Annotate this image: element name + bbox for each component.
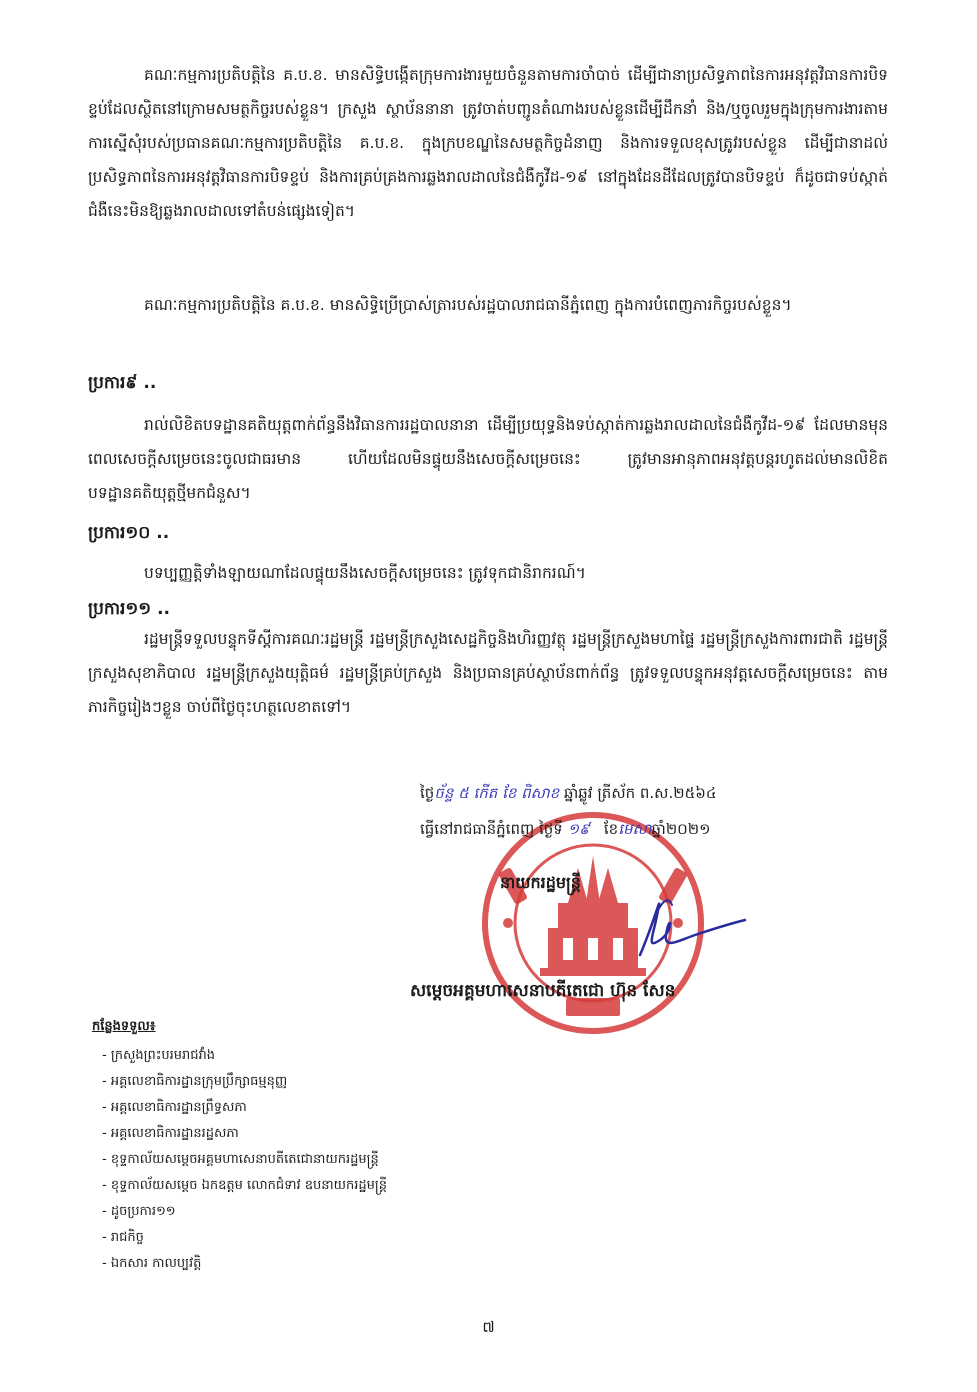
list-item: - រាជកិច្ច <box>102 1225 387 1251</box>
lunar-date-handwritten: ច័ន្ទ ៥ កើត ខែ ពិសាខ <box>434 784 560 802</box>
page-number: ៧ <box>482 1318 495 1336</box>
article-11-heading: ប្រការ១១ .. <box>88 599 171 619</box>
signatory-name: សម្តេចអគ្គមហាសេនាបតីតេជោ ហ៊ុន សែន <box>410 981 676 1001</box>
list-item: - អគ្គលេខាធិការដ្ឋានរដ្ឋសភា <box>102 1121 387 1147</box>
lunar-date-prefix: ថ្ងៃ <box>420 784 435 802</box>
recipients-title: កន្លែងទទួល៖ <box>92 1019 156 1034</box>
article-10-text: បទប្បញ្ញត្តិទាំងឡាយណាដែលផ្ទុយនឹងសេចក្តីសម្រេចនេះ ត្រូវទុកជានិរាករណ៍។ <box>144 564 586 582</box>
list-item: - ខុទ្ទកាល័យសម្តេច ឯកឧត្តម លោកជំទាវ ឧបនាយករដ្ឋមន្ត្រី <box>102 1173 387 1199</box>
recipients-section <box>92 1018 387 1277</box>
paragraph-executive-committee-powers: គណៈកម្មការប្រតិបត្តិនៃ គ.ប.ខ. មានសិទ្ធិបង្កើតក្រុមការងារមួយចំនួនតាមការចាំបាច់ ដើម្បីជានាប្រសិទ្ធភាពនៃការអនុវត្តវិធានការបិទខ្ទប់ដែលស្ថិតនៅក្រោមសមត្ថកិច្ចរបស់ខ្លួន។ ក្រសួង ស្ថាប័ននានា ត្រូវចាត់បញ្ជូនតំណាងរបស់ខ្លួនដើម្បីដឹកនាំ និង/ឬចូលរួមក្នុងក្រុមការងារតាមការស្នើសុំរបស់ប្រធានគណៈកម្មការប្រតិបត្តិនៃ គ.ប.ខ. ក្នុងក្របខណ្ឌនៃសមត្ថកិច្ចដំនាញ និងការទទួលខុសត្រូវរបស់ខ្លួន ដើម្បីជានាដល់ប្រសិទ្ធភាពនៃការអនុវត្តវិធានការបិទខ្ទប់ និងការគ្រប់គ្រងការឆ្លងរាលដាលនៃជំងឺកូវីដ-១៩ នៅក្នុងដែនដីដែលត្រូវបានបិទខ្ទប់ ក៏ដូចជាទប់ស្កាត់ជំងឺនេះមិនឱ្យឆ្លងរាលដាលទៅតំបន់ផ្សេងទៀត។ <box>88 66 888 220</box>
solar-date-line <box>420 820 711 842</box>
signature-icon <box>600 880 750 970</box>
solar-date-prefix: ធ្វើនៅរាជធានីភ្នំពេញ ថ្ងៃទី <box>420 820 563 838</box>
paragraph-seal-usage: គណៈកម្មការប្រតិបត្តិនៃ គ.ប.ខ. មានសិទ្ធិប្រើប្រាស់ត្រារបស់រដ្ឋបាលរាជធានីភ្នំពេញ ក្នុងការបំពេញភារកិច្ចរបស់ខ្លួន។ <box>144 296 792 314</box>
list-item: - ដូចប្រការ១១ <box>102 1199 387 1225</box>
list-item: - ឯកសារ កាលប្បវត្តិ <box>102 1251 387 1277</box>
article-9-heading: ប្រការ៩ .. <box>88 373 157 393</box>
solar-date-month: មេសា <box>618 820 652 838</box>
signatory-title: នាយករដ្ឋមន្ត្រី <box>500 873 581 892</box>
article-9-text: រាល់លិខិតបទដ្ឋានគតិយុត្តពាក់ព័ន្ធនឹងវិធានការរដ្ឋបាលនានា ដើម្បីប្រយុទ្ធនិងទប់ស្កាត់ការឆ្លងរាលដាលនៃជំងឺកូវីដ-១៩ ដែលមានមុនពេលសេចក្តីសម្រេចនេះចូលជាធរមាន ហើយដែលមិនផ្ទុយនឹងសេចក្តីសម្រេចនេះ ត្រូវមានអានុភាពអនុវត្តបន្តរហូតដល់មានលិខិតបទដ្ឋានគតិយុត្តថ្មីមកជំនួស។ <box>88 416 888 502</box>
lunar-date-suffix: ឆ្នាំឆ្លូវ ត្រីស័ក ព.ស.២៥៦៤ <box>564 784 717 802</box>
list-item: - ក្រសួងព្រះបរមរាជវាំង <box>102 1043 387 1069</box>
list-item: - ខុទ្ទកាល័យសម្តេចអគ្គមហាសេនាបតីតេជោនាយករដ្ឋមន្ត្រី <box>102 1147 387 1173</box>
list-item: - អគ្គលេខាធិការដ្ឋានក្រុមប្រឹក្សាធម្មនុញ្ញ <box>102 1069 387 1095</box>
lunar-date-line <box>420 784 716 806</box>
article-10-heading: ប្រការ១០ .. <box>88 523 170 543</box>
solar-date-year: ឆ្នាំ២០២១ <box>651 820 711 838</box>
solar-date-day: ១៩ <box>567 820 590 838</box>
list-item: - អគ្គលេខាធិការដ្ឋានព្រឹទ្ធសភា <box>102 1095 387 1121</box>
solar-date-month-prefix: ខែ <box>603 820 619 838</box>
recipients-list <box>92 1043 387 1277</box>
article-11-text: រដ្ឋមន្ត្រីទទួលបន្ទុកទីស្តីការគណៈរដ្ឋមន្ត្រី រដ្ឋមន្ត្រីក្រសួងសេដ្ឋកិច្ចនិងហិរញ្ញវត្ថុ រដ្ឋមន្ត្រីក្រសួងមហាផ្ទៃ រដ្ឋមន្ត្រីក្រសួងការពារជាតិ រដ្ឋមន្ត្រីក្រសួងសុខាភិបាល រដ្ឋមន្ត្រីក្រសួងយុត្តិធម៌ រដ្ឋមន្ត្រីគ្រប់ក្រសួង និងប្រធានគ្រប់ស្ថាប័នពាក់ព័ន្ធ ត្រូវទទួលបន្ទុកអនុវត្តសេចក្តីសម្រេចនេះ តាមភារកិច្ចរៀងៗខ្លួន ចាប់ពីថ្ងៃចុះហត្ថលេខាតទៅ។ <box>88 630 888 716</box>
